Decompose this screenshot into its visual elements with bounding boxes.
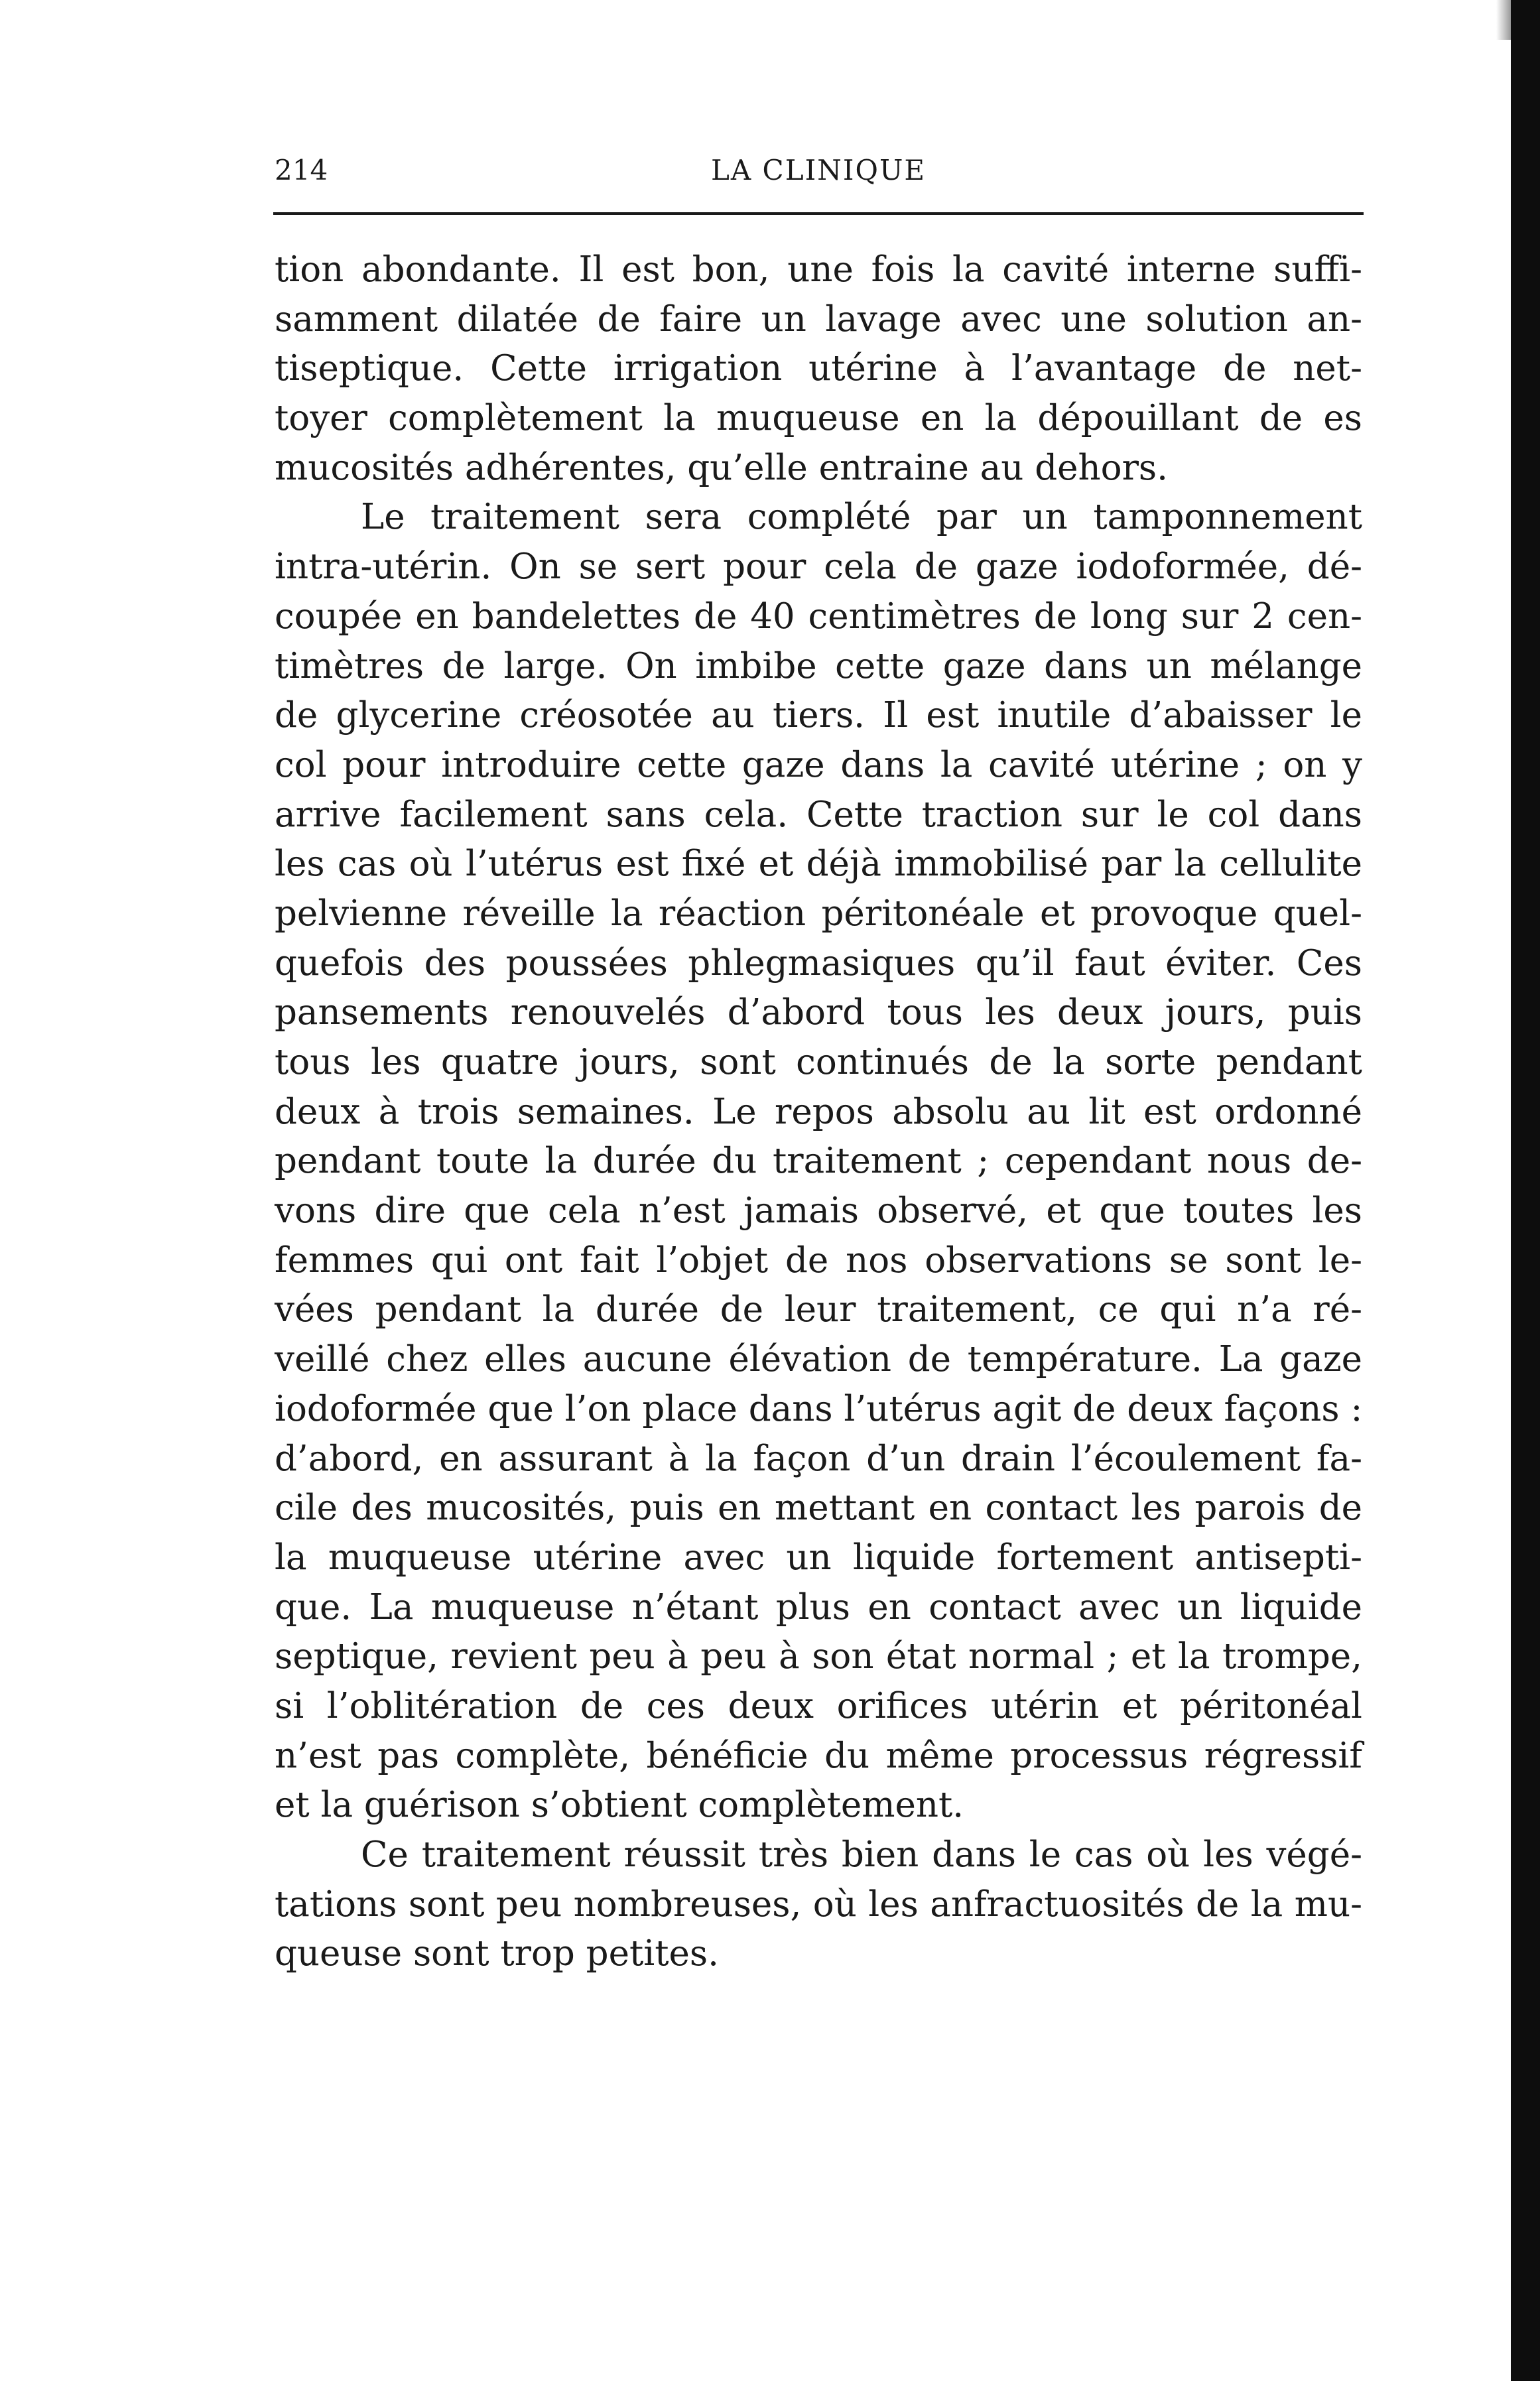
text-line: que. La muqueuse n’étant plus en contact avec un liquide (275, 1586, 1362, 1628)
text-line: arrive facilement sans cela. Cette traction sur le col dans (275, 794, 1362, 835)
text-line: cile des mucosités, puis en mettant en contact les parois de (275, 1488, 1362, 1529)
text-line: queuse sont trop petites. (275, 1933, 719, 1974)
text-line: et la guérison s’obtient complètement. (275, 1785, 964, 1826)
text-line: col pour introduire cette gaze dans la cavité utérine ; on y (275, 744, 1362, 785)
text-line: pelvienne réveille la réaction péritonéale et provoque quel- (275, 893, 1362, 934)
text-line: quefois des poussées phlegmasiques qu’il faut éviter. Ces (275, 942, 1362, 984)
page-number: 214 (275, 154, 328, 186)
text-line: intra-utérin. On se sert pour cela de gaze iodoformée, dé- (275, 547, 1362, 588)
text-line: les cas où l’utérus est fixé et déjà immobilisé par la cellulite (275, 844, 1362, 885)
text-line: samment dilatée de faire un lavage avec une solution an- (275, 298, 1362, 340)
text-line: pansements renouvelés d’abord tous les deux jours, puis (275, 992, 1362, 1033)
text-line: veillé chez elles aucune élévation de température. La gaze (275, 1339, 1362, 1380)
text-line: tiseptique. Cette irrigation utérine à l’avantage de net- (275, 348, 1362, 389)
text-line: mucosités adhérentes, qu’elle entraine au dehors. (275, 447, 1168, 488)
text-line: vées pendant la durée de leur traitement, ce qui n’a ré- (275, 1289, 1362, 1330)
running-head: LA CLINIQUE (710, 154, 927, 186)
text-line: d’abord, en assurant à la façon d’un drain l’écoulement fa- (275, 1438, 1362, 1479)
text-line: Le traitement sera complété par un tamponnement (361, 497, 1362, 538)
header-rule (273, 212, 1364, 215)
text-line: n’est pas complète, bénéficie du même processus régressif (275, 1735, 1362, 1776)
text-line: deux à trois semaines. Le repos absolu au lit est ordonné (275, 1091, 1362, 1132)
text-line: tous les quatre jours, sont continués de la sorte pendant (275, 1042, 1362, 1082)
text-line: vons dire que cela n’est jamais observé, et que toutes les (275, 1190, 1362, 1232)
text-line: iodoformée que l’on place dans l’utérus agit de deux façons : (275, 1388, 1363, 1429)
scan-shadow (1496, 0, 1511, 40)
text-line: Ce traitement réussit très bien dans le cas où les végé- (361, 1834, 1362, 1875)
text-line: timètres de large. On imbibe cette gaze dans un mélange (275, 645, 1362, 686)
scan-page-edge (1511, 0, 1540, 2381)
text-line: de glycerine créosotée au tiers. Il est inutile d’abaisser le (275, 695, 1362, 736)
body-text (275, 245, 1362, 1979)
text-line: septique, revient peu à peu à son état normal ; et la trompe, (275, 1636, 1362, 1677)
text-line: pendant toute la durée du traitement ; cependant nous de- (275, 1141, 1362, 1182)
text-line: tations sont peu nombreuses, où les anfractuosités de la mu- (275, 1884, 1362, 1925)
text-line: la muqueuse utérine avec un liquide fortement antisepti- (275, 1537, 1362, 1578)
page-header (275, 147, 1362, 194)
text-line: coupée en bandelettes de 40 centimètres de long sur 2 cen- (275, 596, 1362, 637)
text-line: si l’oblitération de ces deux orifices utérin et péritonéal (275, 1685, 1362, 1726)
text-line: toyer complètement la muqueuse en la dépouillant de es (275, 398, 1362, 439)
text-line: tion abondante. Il est bon, une fois la cavité interne suffi- (275, 249, 1362, 290)
text-line: femmes qui ont fait l’objet de nos observations se sont le- (275, 1240, 1362, 1281)
